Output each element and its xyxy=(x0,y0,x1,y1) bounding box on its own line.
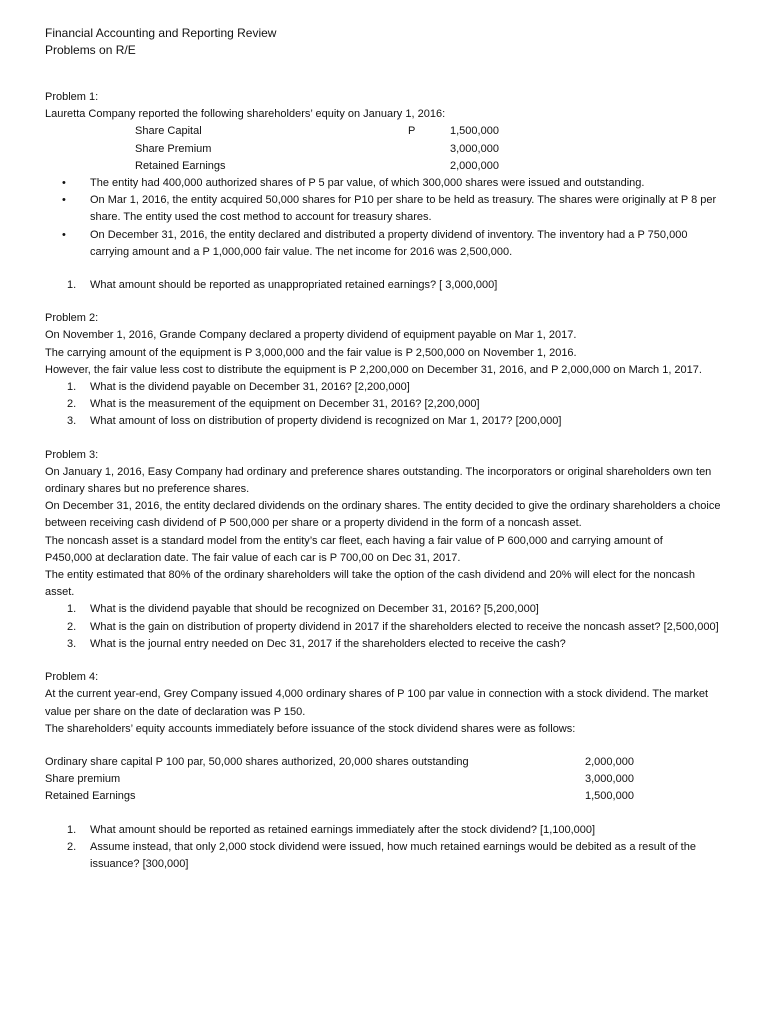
question-item xyxy=(45,839,720,873)
problem-2-text: However, the fair value less cost to distribute the equipment is P 2,200,000 on December 31, 2016, and P 2,000,000 on March 1, 2017. xyxy=(45,363,702,376)
question-text: What amount should be reported as unappropriated retained earnings? [ 3,000,000] xyxy=(90,279,498,292)
equity-label: Retained Earnings xyxy=(135,159,226,172)
bullet-icon: • xyxy=(62,194,66,207)
problem-1-questions xyxy=(45,277,725,294)
question-item xyxy=(45,601,720,618)
question-item xyxy=(45,822,720,839)
problem-1-equity-table xyxy=(135,123,540,175)
problem-1-bullets xyxy=(45,175,725,261)
problem-1-intro: Lauretta Company reported the following shareholders’ equity on January 1, 2016: xyxy=(45,108,446,121)
problem-2 xyxy=(45,310,725,430)
list-item xyxy=(45,175,720,192)
question-number: 3. xyxy=(67,415,77,428)
question-number: 1. xyxy=(67,381,77,394)
bullet-text: The entity had 400,000 authorized shares of P 5 par value, of which 300,000 shares were issued and outstanding. xyxy=(90,177,645,190)
question-number: 1. xyxy=(67,279,77,292)
list-item xyxy=(45,192,720,226)
equity-label: Share premium xyxy=(45,773,121,786)
equity-amount: 2,000,000 xyxy=(585,755,634,768)
question-number: 1. xyxy=(67,603,77,616)
problem-1 xyxy=(45,89,725,294)
document-subtitle: Problems on R/E xyxy=(45,43,136,57)
problem-4-questions xyxy=(45,822,725,874)
problem-3-text: The noncash asset is a standard model from the entity’s car fleet, each having a fair value of P 600,000 and carrying amount of P450,000 at declaration date. The fair value of each car is P 700,00 on Dec 31, 2017. xyxy=(45,534,663,564)
document-page xyxy=(45,25,725,873)
problem-3-questions xyxy=(45,601,725,653)
problem-4-heading: Problem 4: xyxy=(45,671,99,684)
problem-4 xyxy=(45,669,725,873)
table-row xyxy=(135,141,540,158)
question-number: 2. xyxy=(67,840,77,853)
question-text: What is the dividend payable on December 31, 2016? [2,200,000] xyxy=(90,381,410,394)
question-number: 1. xyxy=(67,823,77,836)
problem-2-text: On November 1, 2016, Grande Company declared a property dividend of equipment payable on Mar 1, 2017. xyxy=(45,329,577,342)
problem-3-text: The entity estimated that 80% of the ordinary shareholders will take the option of the cash dividend and 20% will elect for the noncash asset. xyxy=(45,569,695,599)
table-row xyxy=(45,754,645,771)
equity-currency xyxy=(408,158,450,175)
question-text: What is the dividend payable that should be recognized on December 31, 2016? [5,200,000] xyxy=(90,603,539,616)
question-item xyxy=(45,379,720,396)
problem-3 xyxy=(45,447,725,653)
problem-2-questions xyxy=(45,379,725,431)
bullet-text: On Mar 1, 2016, the entity acquired 50,000 shares for P10 per share to be held as treasury. The shares were originally at P 8 per share. The entity used the cost method to account for treasury shares. xyxy=(90,194,717,224)
table-row xyxy=(45,771,645,788)
problem-2-heading: Problem 2: xyxy=(45,312,99,325)
equity-label: Ordinary share capital P 100 par, 50,000 shares authorized, 20,000 shares outstanding xyxy=(45,755,469,768)
question-item xyxy=(45,636,720,653)
problem-4-text: At the current year-end, Grey Company issued 4,000 ordinary shares of P 100 par value in connection with a stock dividend. The market value per share on the date of declaration was P 150. xyxy=(45,688,709,718)
question-text: What is the journal entry needed on Dec 31, 2017 if the shareholders elected to receive the cash? xyxy=(90,637,566,650)
question-item xyxy=(45,619,720,636)
table-row xyxy=(135,123,540,140)
equity-currency xyxy=(408,141,450,158)
problem-4-text: The shareholders’ equity accounts immediately before issuance of the stock dividend shares were as follows: xyxy=(45,722,576,735)
question-number: 3. xyxy=(67,637,77,650)
equity-amount: 3,000,000 xyxy=(585,773,634,786)
equity-label: Retained Earnings xyxy=(45,790,136,803)
equity-currency: P xyxy=(408,125,416,138)
list-item xyxy=(45,227,720,261)
equity-label: Share Premium xyxy=(135,142,212,155)
table-row xyxy=(45,788,645,805)
table-row xyxy=(135,158,540,175)
question-number: 2. xyxy=(67,398,77,411)
problem-3-text: On December 31, 2016, the entity declared dividends on the ordinary shares. The entity decided to give the ordinary shareholders a choice between receiving cash dividend of P 500,000 per share or a property dividend in the form of a noncash asset. xyxy=(45,500,721,530)
problem-3-text: On January 1, 2016, Easy Company had ordinary and preference shares outstanding. The incorporators or original shareholders own ten ordinary shares but no preference shares. xyxy=(45,465,712,496)
bullet-icon: • xyxy=(62,177,66,190)
question-text: What amount should be reported as retained earnings immediately after the stock dividend? [1,100,000] xyxy=(90,823,596,836)
question-text: What is the gain on distribution of property dividend in 2017 if the shareholders elected to receive the noncash asset? [2,500,000] xyxy=(90,620,719,633)
problem-1-heading: Problem 1: xyxy=(45,91,99,103)
problem-3-heading: Problem 3: xyxy=(45,448,99,461)
question-number: 2. xyxy=(67,620,77,633)
equity-label: Share Capital xyxy=(135,125,202,138)
equity-amount: 1,500,000 xyxy=(450,125,499,138)
bullet-icon: • xyxy=(62,228,66,241)
question-item xyxy=(45,277,720,294)
question-item xyxy=(45,396,720,413)
problem-2-text: The carrying amount of the equipment is P 3,000,000 and the fair value is P 2,500,000 on November 1, 2016. xyxy=(45,346,577,359)
problem-4-equity-table xyxy=(45,754,645,806)
question-item xyxy=(45,413,720,430)
question-text: What is the measurement of the equipment on December 31, 2016? [2,200,000] xyxy=(90,398,480,411)
equity-amount: 2,000,000 xyxy=(450,159,499,172)
equity-amount: 1,500,000 xyxy=(585,790,634,803)
bullet-text: On December 31, 2016, the entity declared and distributed a property dividend of inventory. The inventory had a P 750,000 carrying amount and a P 1,000,000 fair value. The net income for 2016 was 2,500,000. xyxy=(90,228,688,258)
question-text: What amount of loss on distribution of property dividend is recognized on Mar 1, 2017? [200,000] xyxy=(90,415,562,428)
document-title: Financial Accounting and Reporting Review xyxy=(45,26,277,40)
question-text: Assume instead, that only 2,000 stock dividend were issued, how much retained earnings would be debited as a result of the issuance? [300,000] xyxy=(90,840,696,870)
equity-amount: 3,000,000 xyxy=(450,142,499,155)
